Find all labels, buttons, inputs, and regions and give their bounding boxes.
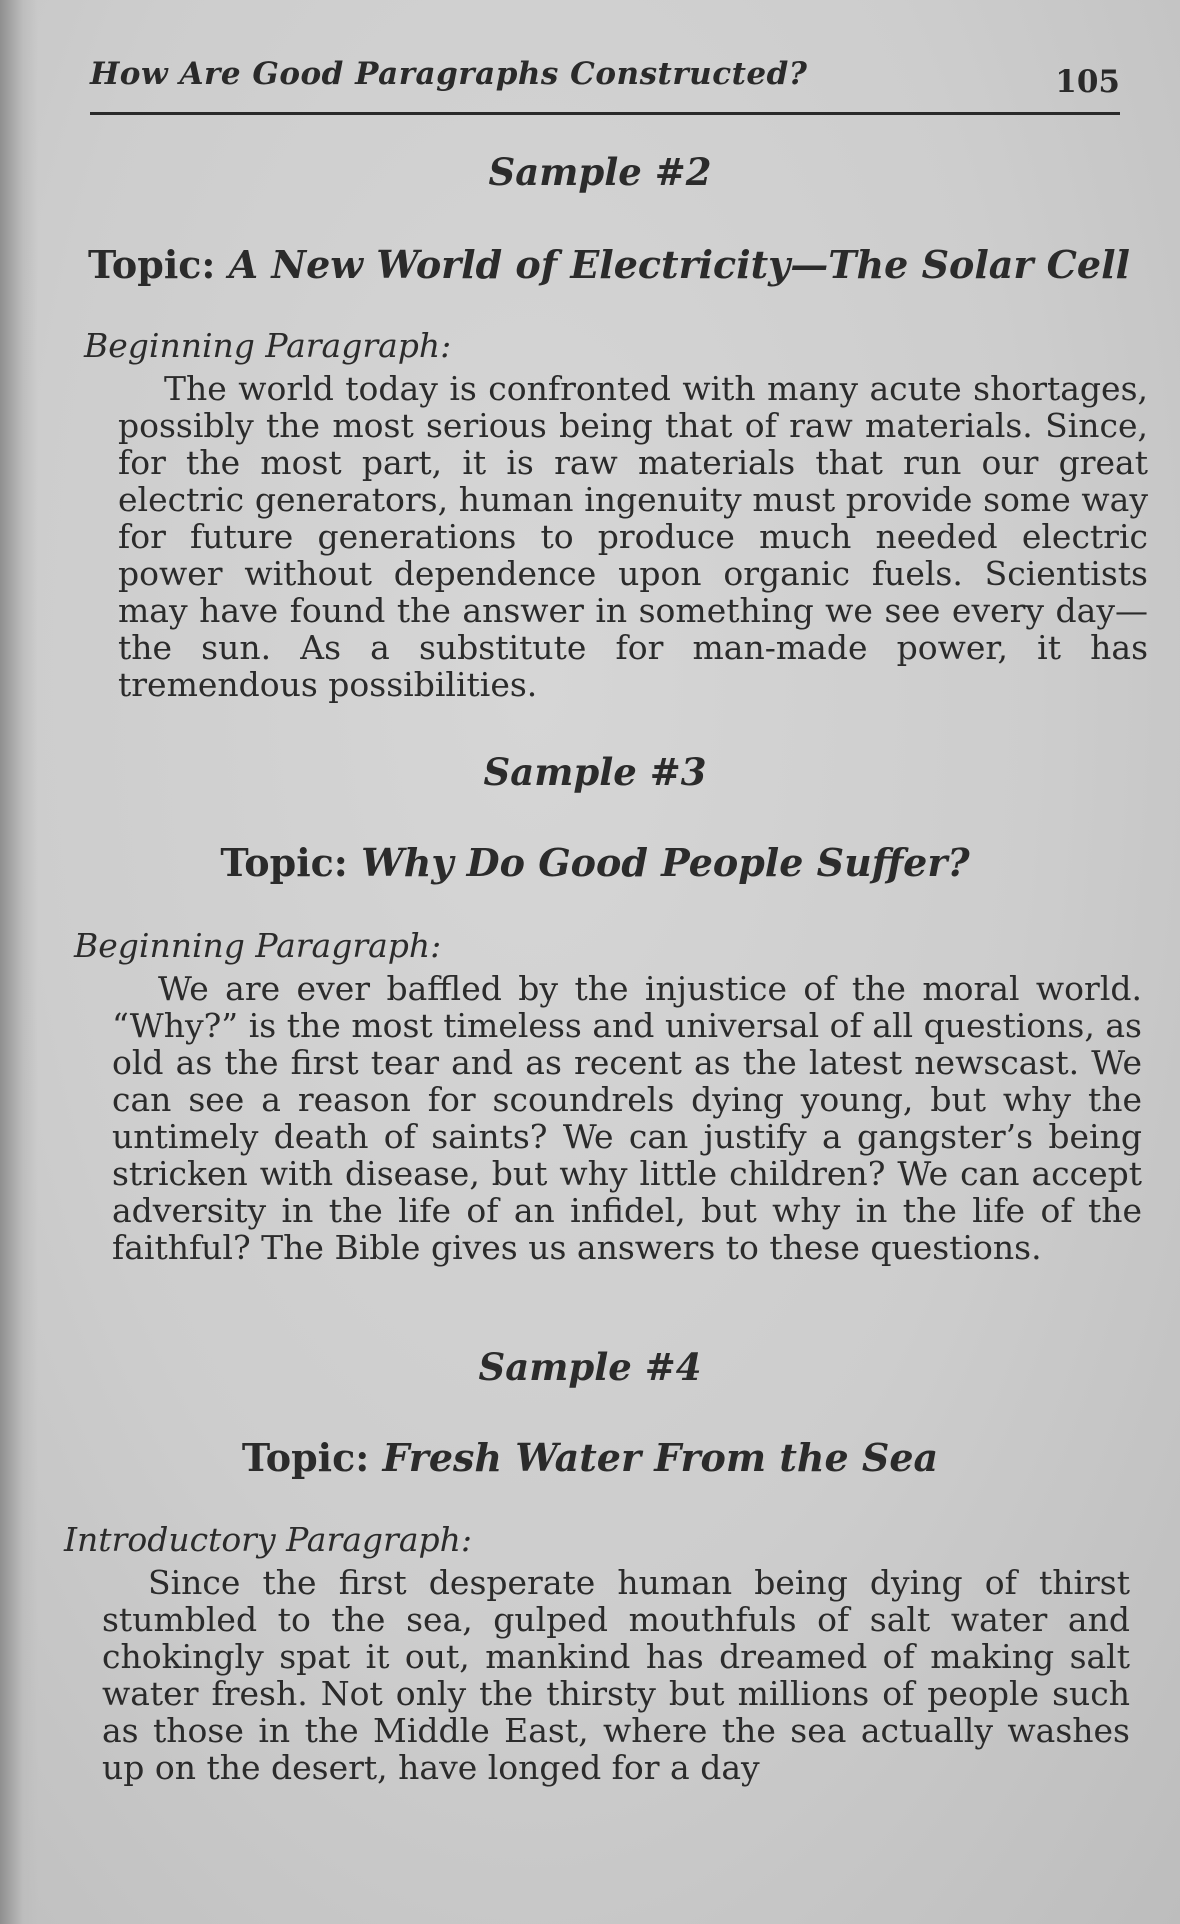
running-title: How Are Good Paragraphs Constructed? (90, 56, 808, 92)
sample-heading: Sample #3 (483, 750, 707, 794)
paragraph-body: Since the first desperate human being dying of thirst stumbled to the sea, gulped mouthfuls of salt water and chokingly spat it out, mankind has dreamed of making salt water fresh. Not only the thirsty but millions of people such as those in the Middle East, where the sea actually washes up on the desert, have longed for a day (102, 1563, 1130, 1787)
topic-title: Why Do Good People Suffer? (361, 840, 970, 885)
topic-title: Fresh Water From the Sea (382, 1435, 939, 1480)
spine-shadow (0, 0, 38, 1924)
page-number: 105 (1055, 64, 1120, 100)
paragraph-label: Beginning Paragraph: (74, 926, 442, 965)
paragraph-body: We are ever baffled by the injustice of the moral world. “Why?” is the most timeless and universal of all questions, as old as the first tear and as recent as the latest newscast. We can see a reason for scoundrels dying young, but why the untimely death of saints? We can justify a gangster’s being stricken with disease, but why little children? We can accept adversity in the life of an infidel, but why in the life of the faithful? The Bible gives us answers to these questions. (112, 969, 1142, 1267)
topic-prefix: Topic: (241, 1435, 370, 1480)
paragraph-label: Beginning Paragraph: (84, 326, 452, 365)
topic-prefix: Topic: (220, 840, 348, 885)
page-header (90, 56, 1120, 115)
topic-line (70, 1435, 1110, 1480)
topic-title: A New World of Electricity—The Solar Cell (228, 242, 1130, 287)
paragraph-body: The world today is confronted with many acute shortages, possibly the most serious being that of raw materials. Since, for the most part, it is raw materials that run our great electric generators, human ingenuity must provide some way for future generations to produce much needed electric power without dependence upon organic fuels. Scientists may have found the answer in something we see every day—the sun. As a substitute for man-made power, it has tremendous possibilities. (118, 369, 1148, 704)
sample-heading: Sample #4 (478, 1345, 702, 1389)
paragraph-label: Introductory Paragraph: (64, 1520, 473, 1559)
topic-line (88, 242, 1130, 287)
topic-prefix: Topic: (88, 242, 216, 287)
topic-line (70, 840, 1120, 885)
sample-heading: Sample #2 (488, 150, 712, 194)
